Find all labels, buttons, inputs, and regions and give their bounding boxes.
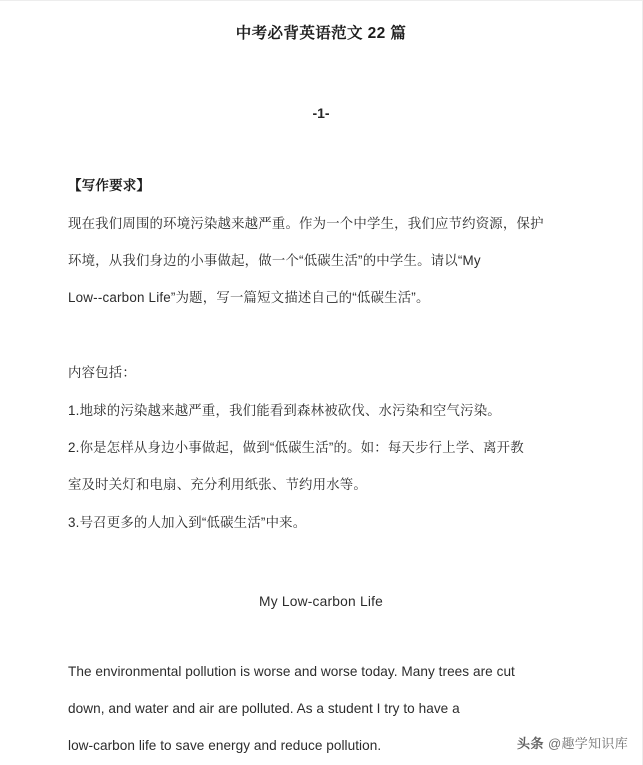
prompt-line: Low--carbon Life”为题，写一篇短文描述自己的“低碳生活”。: [68, 290, 430, 305]
watermark-platform-label: 头条: [516, 736, 544, 751]
essay-title: My Low-carbon Life: [259, 594, 383, 609]
essay-body-line: The environmental pollution is worse and worse today. Many trees are cut: [68, 664, 515, 679]
essay-body-line: low-carbon life to save energy and reduce pollution.: [68, 738, 382, 753]
requirement-item: 1.地球的污染越来越严重，我们能看到森林被砍伐、水污染和空气污染。: [68, 403, 501, 418]
watermark-account-label: @趣学知识库: [548, 736, 628, 751]
prompt-line: 现在我们周围的环境污染越来越严重。作为一个中学生，我们应节约资源，保护: [68, 216, 544, 231]
page-number-marker: -1-: [312, 105, 330, 121]
prompt-line: 环境，从我们身边的小事做起，做一个“低碳生活”的中学生。请以“My: [68, 253, 481, 268]
content-includes-label: 内容包括：: [68, 365, 136, 380]
requirement-item: 室及时关灯和电扇、充分利用纸张、节约用水等。: [68, 477, 367, 492]
requirement-item: 2.你是怎样从身边小事做起，做到“低碳生活”的。如：每天步行上学、离开教: [68, 440, 524, 455]
section-heading-writing-requirements: 【写作要求】: [68, 178, 151, 193]
watermark: [517, 735, 628, 753]
page-title: 中考必背英语范文 22 篇: [235, 25, 407, 42]
requirement-item: 3.号召更多的人加入到“低碳生活”中来。: [68, 515, 307, 530]
essay-body-line: down, and water and air are polluted. As a student I try to have a: [68, 701, 460, 716]
